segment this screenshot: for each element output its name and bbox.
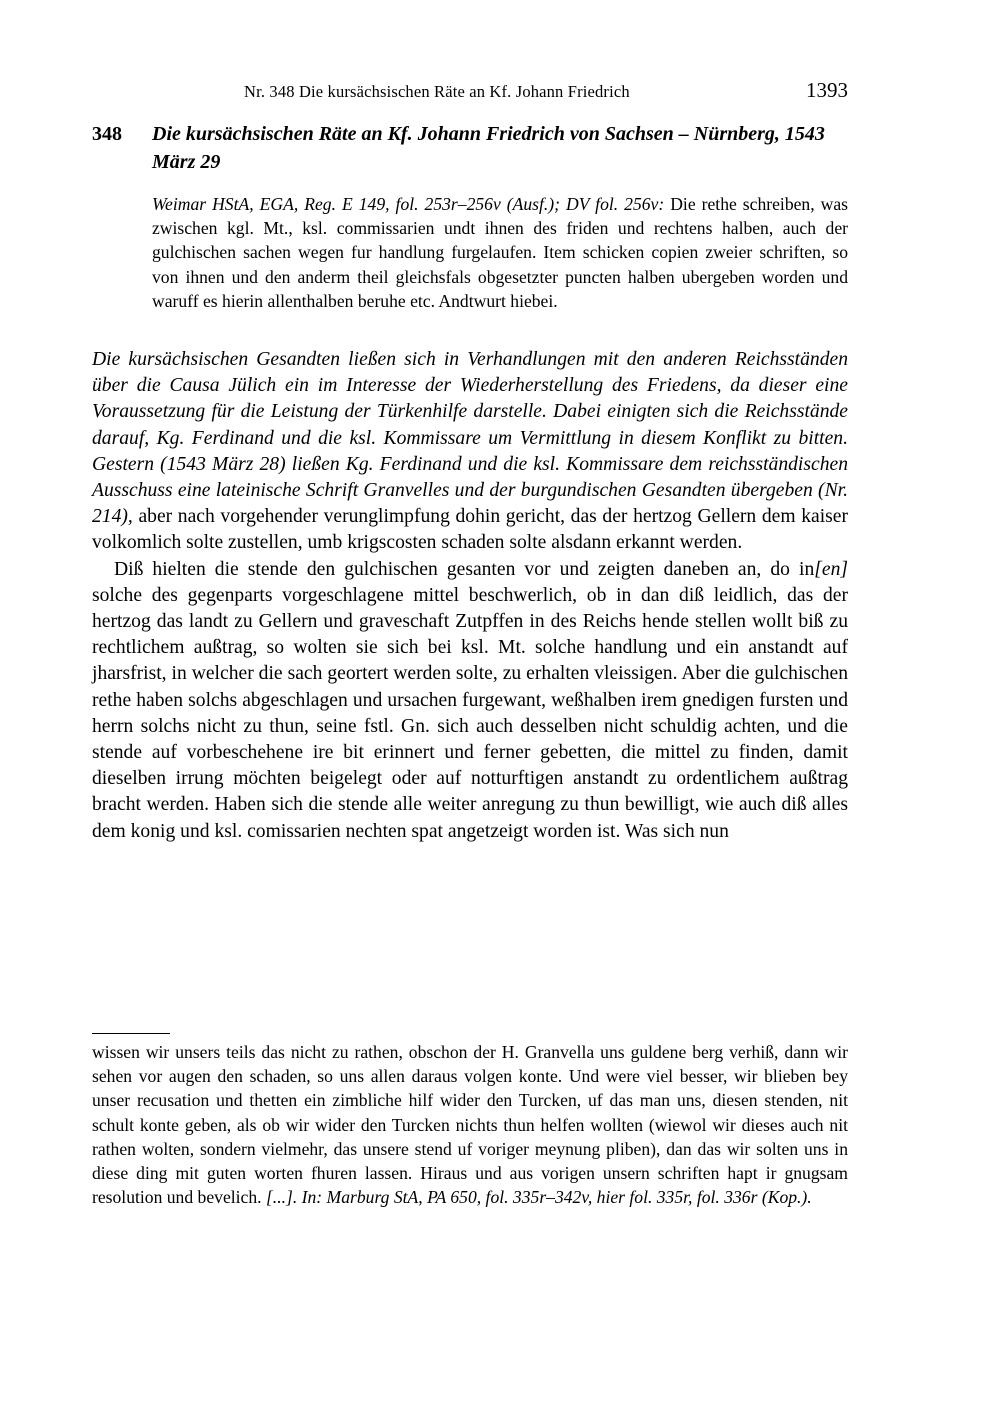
body-text-part-one: Diß hielten die stende den gulchischen gesanten vor und zeigten daneben an, do in — [114, 558, 815, 580]
document-title-block — [92, 120, 848, 176]
page-number: 1393 — [806, 78, 848, 102]
running-header-title: Nr. 348 Die kursächsischen Räte an Kf. Johann Friedrich — [244, 82, 630, 101]
archival-citation: Weimar HStA, EGA, Reg. E 149, fol. 253r–256v (Ausf.); DV fol. 256v: — [152, 194, 665, 214]
footnote-paragraph — [92, 1040, 848, 1209]
main-text-column — [92, 347, 848, 845]
body-paragraph — [92, 557, 848, 845]
document-title-row — [92, 120, 848, 176]
summary-roman-text: aber nach vorgehender verunglimpfung dohin gericht, das der hertzog Gellern dem kaiser volkomlich solte zustellen, umb krigscosten schaden solte alsdann erkannt werden. — [92, 506, 848, 554]
summary-paragraph — [92, 347, 848, 557]
page-title: Die kursächsischen Räte an Kf. Johann Friedrich von Sachsen – Nürnberg, 1543 März 29 — [152, 123, 825, 173]
editorial-interpolation: [en] — [814, 558, 848, 580]
footnote-text: wissen wir unsers teils das nicht zu rathen, obschon der H. Granvella uns guldene berg verhiß, dann wir sehen vor augen den schaden, so uns allen daraus volgen konte. Und were viel besser, wir blieben bey unser recusation und thetten ein zimbliche hilf wider den Turcken, uf das man uns, diesen stenden, nit schult konte geben, als ob wir wider den Turcken nichts thun helfen wollten (wiewol wir dieses auch nit rathen wolten, sondern vielmehr, das unsere stend uf voriger meynung pliben), dan das wir solten uns in diese ding mit guten worten fhuren lassen. Hiraus und aus vorigen unsern schriften hapt ir gnugsam resolution und bevelich. — [92, 1042, 848, 1208]
body-text-part-two: solche des gegenparts vorgeschlagene mittel beschwerlich, ob in dan diß leidlich, das der hertzog das landt zu Gellern und graveschaft Zutpffen in des Reichs hende stellen wollt biß zu rechtlichem außtrag, so wolten sie sich bei ksl. Mt. solche handlung und ein anstandt auf jharsfrist, in welcher die sach geortert werden solte, zu erhalten vleissigen. Aber die gulchischen rethe haben solchs abgeschlagen und ursachen furgewant, weßhalben irem gnedigen fursten und herrn solchs nicht zu thun, seine fstl. Gn. sich auch desselben nicht schuldig achten, und die stende auf vorbeschehene ire bit erinnert und ferner gebetten, die mittel zu finden, damit dieselben irrung möchten beigelegt oder auf notturftigen anstandt zu ordentlichem außtrag bracht werden. Haben sich die stende alle weiter anregung zu thun bewilligt, wie auch diß alles dem konig und ksl. comissarien nechten spat angetzeigt worden ist. Was sich nun — [92, 584, 848, 842]
archival-reference-text: Die rethe schreiben, was zwischen kgl. Mt., ksl. commissarien undt ihnen des friden und rechtens halben, auch der gulchischen sachen wegen fur handlung furgelaufen. Item schicken copien zweier schriften, so von ihnen und den anderm theil gleichsfals obgesetzter puncten halben ubergeben worden und waruff es hierin allenthalben beruhe etc. Andtwurt hiebei. — [152, 194, 848, 311]
footnote-citation: [...]. In: Marburg StA, PA 650, fol. 335r–342v, hier fol. 335r, fol. 336r (Kop.). — [265, 1187, 812, 1208]
archival-reference-block — [152, 192, 848, 313]
document-number: 348 — [92, 123, 122, 145]
footnote-block — [92, 1040, 848, 1209]
summary-italic-text: Die kursächsischen Gesandten ließen sich in Verhandlungen mit den anderen Reichsständen über die Causa Jülich ein im Interesse der Wiederherstellung des Friedens, da dieser eine Voraussetzung für die Leistung der Türkenhilfe darstelle. Dabei einigten sich die Reichsstände darauf, Kg. Ferdinand und die ksl. Kommissare um Vermittlung in diesem Konflikt zu bitten. Gestern (1543 März 28) ließen Kg. Ferdinand und die ksl. Kommissare dem reichsständischen Ausschuss eine lateinische Schrift Granvelles und der burgundischen Gesandten übergeben (Nr. 214), — [92, 349, 848, 528]
footnote-separator-rule — [92, 1033, 170, 1034]
running-header — [92, 78, 848, 104]
